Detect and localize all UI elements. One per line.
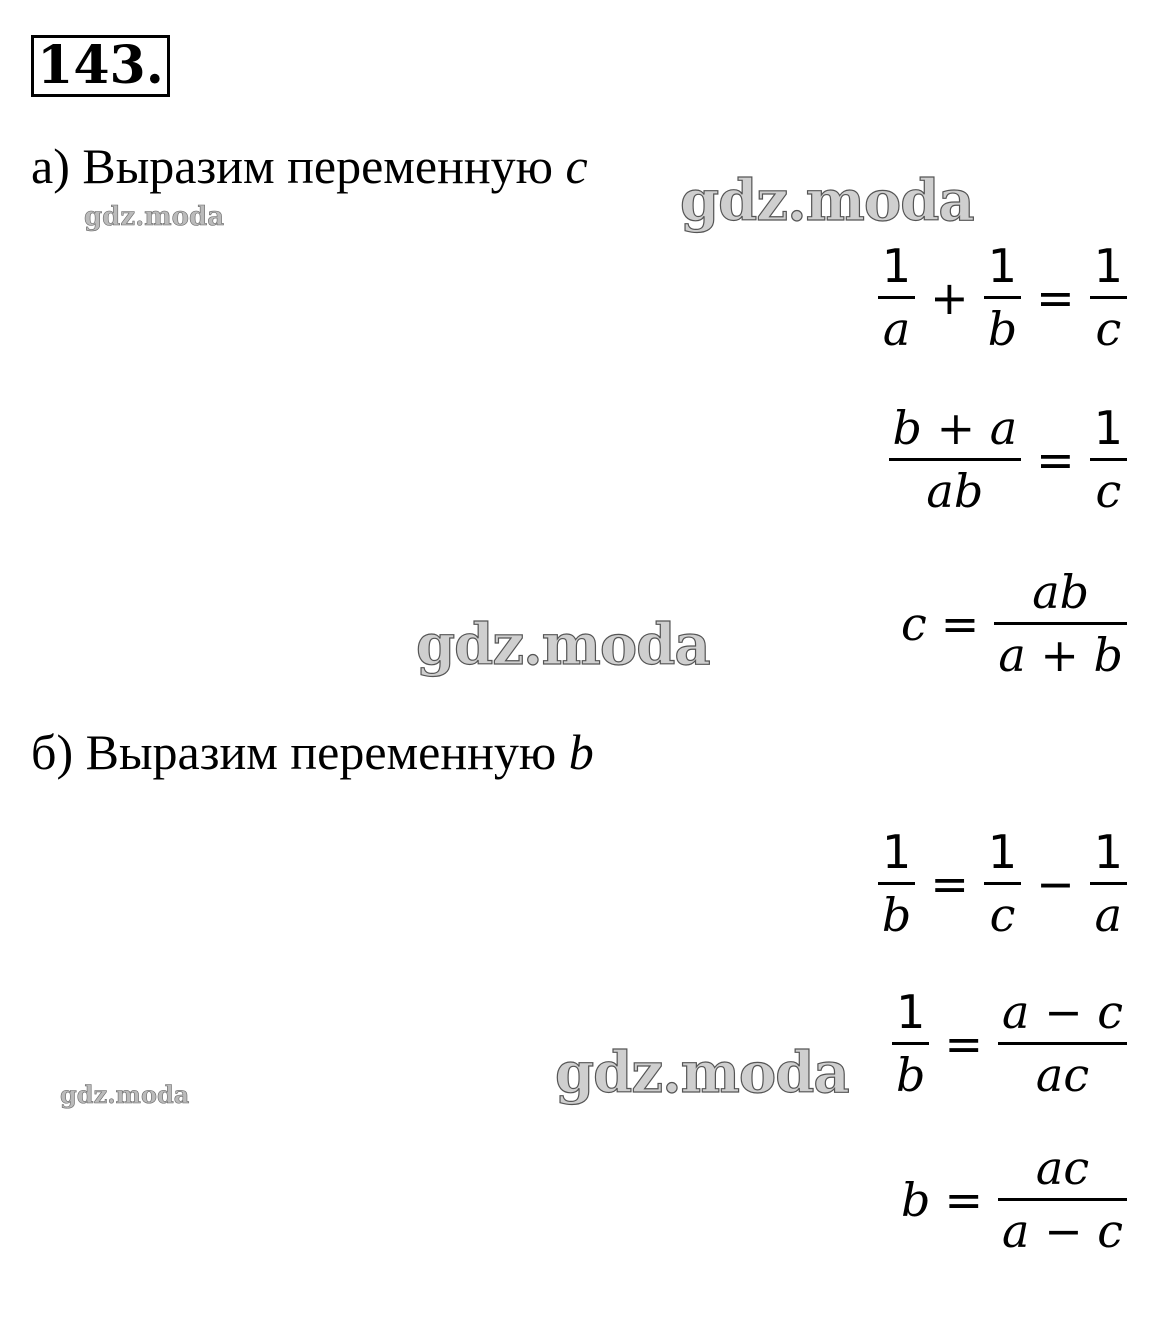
fraction xyxy=(1090,822,1127,945)
part-a-heading-text: а) Выразим переменную xyxy=(31,138,566,194)
equals-sign: = xyxy=(944,1016,984,1071)
part-a-equation-1 xyxy=(875,236,1130,359)
problem-number: 143. xyxy=(31,35,170,97)
numerator: ab xyxy=(1032,565,1090,619)
watermark: gdz.moda xyxy=(60,1080,190,1109)
fraction xyxy=(984,822,1021,945)
part-a-heading xyxy=(31,136,588,196)
part-b-equation-3 xyxy=(899,1138,1130,1261)
numerator: a − c xyxy=(1002,985,1123,1039)
numerator: 1 xyxy=(1093,239,1123,293)
minus-sign: − xyxy=(1036,856,1075,911)
denominator: a xyxy=(882,302,911,356)
equals-sign: = xyxy=(944,1172,984,1227)
part-b-equation-1 xyxy=(875,822,1130,945)
equals-sign: = xyxy=(1036,432,1075,487)
fraction xyxy=(892,982,929,1105)
fraction xyxy=(994,562,1127,685)
numerator: ac xyxy=(1035,1141,1090,1195)
denominator: c xyxy=(989,888,1016,942)
fraction xyxy=(878,822,915,945)
part-b-heading-text: б) Выразим переменную xyxy=(31,724,569,780)
equals-sign: = xyxy=(930,856,969,911)
fraction xyxy=(889,398,1022,521)
part-a-equation-3 xyxy=(899,562,1130,685)
denominator: a − c xyxy=(1002,1204,1123,1258)
numerator: 1 xyxy=(987,239,1018,293)
fraction xyxy=(878,236,915,359)
denominator: b xyxy=(987,302,1018,356)
numerator: 1 xyxy=(881,825,912,879)
fraction xyxy=(998,1138,1127,1261)
lhs-variable: b xyxy=(901,1172,931,1227)
equals-sign: = xyxy=(940,596,980,651)
watermark: gdz.moda xyxy=(555,1040,849,1106)
fraction xyxy=(1090,398,1127,521)
part-b-heading xyxy=(31,722,594,782)
plus-sign: + xyxy=(930,270,969,325)
part-b-equation-2 xyxy=(889,982,1130,1105)
denominator: a xyxy=(1094,888,1123,942)
numerator: b + a xyxy=(892,401,1018,455)
fraction xyxy=(984,236,1021,359)
numerator: 1 xyxy=(1093,825,1123,879)
denominator: a + b xyxy=(998,628,1123,682)
denominator: b xyxy=(881,888,912,942)
equals-sign: = xyxy=(1036,270,1075,325)
part-a-variable: c xyxy=(565,138,588,194)
watermark: gdz.moda xyxy=(416,612,710,678)
denominator: c xyxy=(1095,302,1122,356)
watermark: gdz.moda xyxy=(680,168,974,234)
watermark: gdz.moda xyxy=(84,202,225,232)
numerator: 1 xyxy=(1093,401,1123,455)
numerator: 1 xyxy=(896,985,926,1039)
part-a-equation-2 xyxy=(886,398,1131,521)
denominator: c xyxy=(1095,464,1122,518)
fraction xyxy=(998,982,1127,1105)
numerator: 1 xyxy=(881,239,912,293)
lhs-variable: c xyxy=(901,596,927,651)
denominator: b xyxy=(896,1048,926,1102)
denominator: ac xyxy=(1035,1048,1090,1102)
denominator: ab xyxy=(926,464,984,518)
fraction xyxy=(1090,236,1127,359)
numerator: 1 xyxy=(987,825,1018,879)
part-b-variable: b xyxy=(568,724,594,780)
